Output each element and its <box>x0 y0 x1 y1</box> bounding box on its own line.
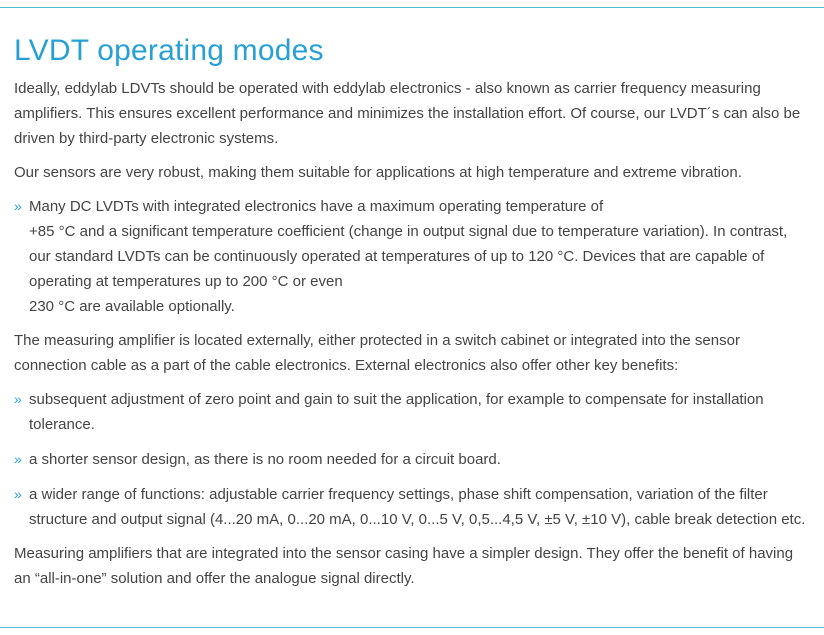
benefit-text: subsequent adjustment of zero point and gain to suit the application, for example to compensate for installation tolerance. <box>29 391 764 433</box>
benefit-text: a wider range of functions: adjustable carrier frequency settings, phase shift compensation, variation of the filter structure and output signal (4...20 mA, 0...20 mA, 0...10 V, 0...5 V, 0,5...4,5 V, ±5 V, ±10 V), cable break detection etc. <box>29 486 806 528</box>
temperature-list <box>14 194 812 319</box>
temperature-text-line-2: +85 °C and a significant temperature coefficient (change in output signal due to temperature variation). In contrast, our standard LVDTs can be continuously operated at temperatures of up to 120 °C. Devices that are capable of operating at temperatures up to 200 °C or even <box>29 223 788 290</box>
bullet-icon: » <box>14 198 22 214</box>
page-title: LVDT operating modes <box>14 34 324 67</box>
list-item <box>14 482 812 532</box>
article-content <box>14 30 812 600</box>
amplifier-paragraph: The measuring amplifier is located externally, either protected in a switch cabinet or integrated into the sensor connection cable as a part of the cable electronics. External electronics also offer other key benefits: <box>14 332 740 374</box>
list-item <box>14 194 812 319</box>
list-item <box>14 387 812 437</box>
bottom-divider <box>0 627 824 628</box>
robustness-paragraph: Our sensors are very robust, making them suitable for applications at high temperature and extreme vibration. <box>14 164 742 181</box>
temperature-text-line-1: Many DC LVDTs with integrated electronics have a maximum operating temperature of <box>29 198 604 215</box>
bullet-icon: » <box>14 451 22 467</box>
list-item <box>14 447 812 472</box>
bullet-icon: » <box>14 486 22 502</box>
benefits-list <box>14 387 812 532</box>
integrated-amplifier-paragraph: Measuring amplifiers that are integrated into the sensor casing have a simpler design. They offer the benefit of having an “all-in-one” solution and offer the analogue signal directly. <box>14 545 794 587</box>
benefit-text: a shorter sensor design, as there is no room needed for a circuit board. <box>29 451 501 468</box>
intro-paragraph: Ideally, eddylab LDVTs should be operated with eddylab electronics - also known as carrier frequency measuring amplifiers. This ensures excellent performance and minimizes the installation effort. Of course, our LVDT´s can also be driven by third-party electronic systems. <box>14 80 801 147</box>
temperature-text-line-3: 230 °C are available optionally. <box>29 298 235 315</box>
bullet-icon: » <box>14 391 22 407</box>
top-divider <box>0 7 824 8</box>
